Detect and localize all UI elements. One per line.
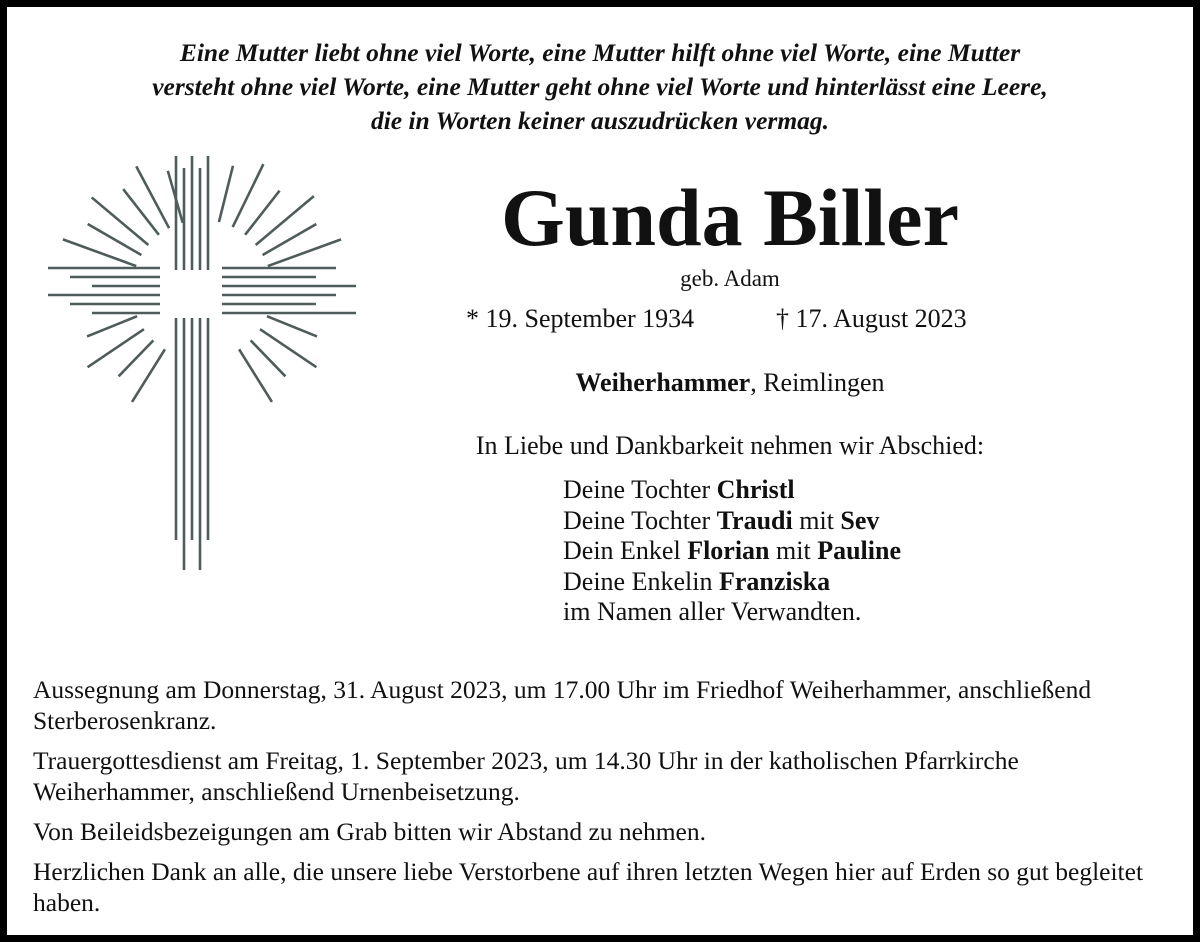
info-paragraph: Trauergottesdienst am Freitag, 1. September 2023, um 14.30 Uhr in der katholischen Pfarrkirche Weiherhammer, anschließend Urnenbeisetzung. — [33, 746, 1019, 806]
mourner-relation: Deine Tochter — [563, 475, 717, 504]
mourner-relation: Deine Enkelin — [563, 566, 719, 596]
poem-line: die in Worten keiner auszudrücken vermag. — [370, 106, 830, 135]
place-secondary: , Reimlingen — [750, 368, 885, 397]
mourner-name: Traudi — [716, 505, 793, 535]
mourner-relation: Deine Tochter — [563, 505, 717, 535]
farewell-line: In Liebe und Dankbarkeit nehmen wir Abschied: — [475, 431, 985, 460]
info-paragraph: Herzlichen Dank an alle, die unsere liebe Verstorbene auf ihren letzten Wegen hier auf Erden so gut begleitet haben. — [33, 857, 1144, 917]
deceased-name: Gunda Biller — [501, 172, 959, 263]
mourner-connector: mit — [792, 505, 841, 535]
mourner-partner: Pauline — [817, 536, 901, 565]
mourner-name: Florian — [687, 536, 770, 565]
birth-date: * 19. September 1934 — [466, 304, 695, 333]
mourner-relation: Dein Enkel — [563, 536, 688, 565]
place-main: Weiherhammer — [575, 368, 751, 397]
mourner-row — [563, 506, 901, 537]
service-info — [33, 674, 1173, 927]
cross-sunburst-icon — [44, 152, 360, 574]
info-paragraph: Von Beileidsbezeigungen am Grab bitten wir Abstand zu nehmen. — [33, 817, 706, 846]
info-paragraph: Aussegnung am Donnerstag, 31. August 2023, um 17.00 Uhr im Friedhof Weiherhammer, anschließend Sterberosenkranz. — [33, 675, 1092, 735]
mourner-row — [563, 567, 901, 598]
poem — [40, 36, 1160, 138]
mourners-list — [563, 475, 901, 628]
mourner-partner: Sev — [840, 505, 880, 535]
mourner-row — [563, 475, 901, 506]
mourner-row: im Namen aller Verwandten. — [563, 597, 862, 626]
mourner-name: Christl — [716, 475, 795, 504]
poem-line: versteht ohne viel Worte, eine Mutter geht ohne viel Worte und hinterlässt eine Leere, — [152, 72, 1048, 101]
poem-line: Eine Mutter liebt ohne viel Worte, eine Mutter hilft ohne viel Worte, eine Mutter — [179, 38, 1021, 67]
maiden-name: geb. Adam — [680, 266, 780, 291]
mourner-connector: mit — [769, 536, 818, 565]
places — [430, 367, 1030, 399]
mourner-row — [563, 536, 901, 567]
death-date: † 17. August 2023 — [776, 304, 967, 333]
mourner-name: Franziska — [718, 566, 831, 596]
